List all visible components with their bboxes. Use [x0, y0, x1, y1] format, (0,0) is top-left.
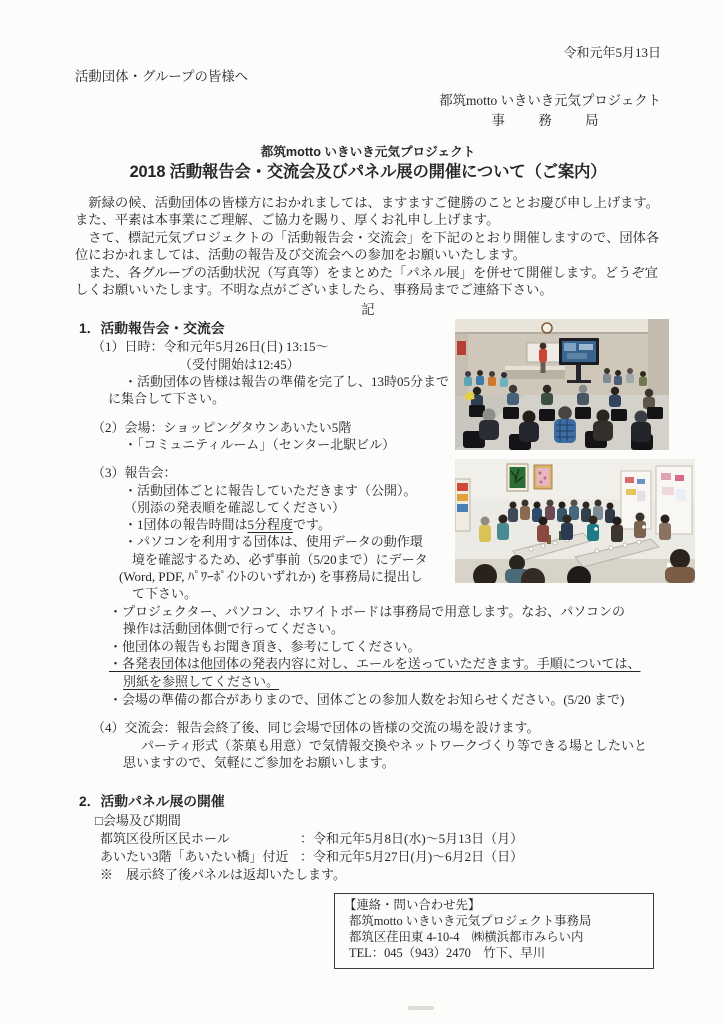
greeting-paragraph: また、各グループの活動状況（写真等）をまとめた「パネル展」を併せて開催します。どうぞ宜しくお願いいたします。不明な点がございましたら、事務局までご連絡下さい。 — [75, 264, 658, 298]
section-1-heading: 1．活動報告会・交流会 — [79, 321, 225, 337]
item-4-l2: パーティ形式（茶菓も用意）で気情報交換やネットワークづくり等できる場としたいと — [141, 737, 647, 753]
item-3-bullet-6-l1: ・各発表団体は他団体の発表内容に対し、エールを送っていただきます。手順については、 — [109, 656, 641, 672]
item-1-note: ・活動団体の皆様は報告の準備を完了し、13時05分まで — [124, 374, 450, 390]
document-date: 令和元年5月13日 — [563, 45, 661, 60]
item-3-bullet-1-sub: （別添の発表順を確認してください） — [124, 499, 346, 515]
photo-column — [455, 319, 697, 602]
section-2 — [75, 792, 661, 884]
item-1-note-wrap: に集合して下さい。 — [108, 391, 226, 407]
item-3-bullet-4-l1: ・プロジェクター、パソコン、ホワイトボードは事務局で用意します。なお、パソコンの — [109, 603, 625, 619]
venue-period: ：令和元年5月27日(月)～6月2日（日） — [300, 848, 524, 864]
greeting-paragraph: 新緑の候、活動団体の皆様方におかれましては、ますますご健勝のこととお慶び申し上げます。また、平素は本事業にご理解、ご協力を賜り、厚くお礼申し上げます。 — [75, 195, 659, 228]
section-2-heading: 2．活動パネル展の開催 — [79, 793, 225, 809]
venue-name: 都筑区役所区民ホール — [100, 830, 230, 846]
section-1-text-column — [75, 319, 453, 602]
item-1-reception: （受付開始は12:45） — [179, 356, 300, 372]
item-2-venue: （2）会場：ショッピングタウンあいたい5階 — [92, 419, 352, 435]
scan-smudge — [408, 1006, 434, 1010]
greeting-paragraphs — [75, 194, 661, 298]
section-2-note: ※ 展示終了後パネルは返却いたします。 — [100, 866, 346, 882]
underlined-duration: 5分程度 — [247, 517, 294, 533]
item-3-bullet-5: ・他団体の報告もお聞き頂き、参考にしてください。 — [109, 638, 421, 654]
item-3-bullet-2: ・1団体の報告時間は5分程度です。 — [124, 517, 331, 533]
item-3-bullet-3-l4: て下さい。 — [132, 586, 198, 602]
sender-organization: 都筑motto いきいき元気プロジェクト — [439, 93, 661, 108]
item-2-room: ・「コミュニティルーム」（センター北駅ビル） — [124, 436, 396, 452]
venue-row — [75, 848, 661, 866]
item-4-l1: （4）交流会：報告会終了後、同じ会場で団体の皆様の交流の場を設けます。 — [92, 720, 540, 736]
record-mark: 記 — [361, 302, 375, 318]
section-1-continued — [75, 603, 661, 772]
item-3-bullet-3-l3: (Word, PDF, ﾊﾟﾜｰﾎﾟｲﾝﾄのいずれか) を事務局に提出し — [119, 569, 423, 584]
contact-box — [334, 893, 654, 969]
item-3-label: （3）報告会： — [92, 465, 177, 481]
sender-office: 事 務 局 — [491, 113, 609, 128]
title-block — [75, 144, 661, 183]
project-subtitle: 都筑motto いきいき元気プロジェクト — [260, 145, 476, 159]
item-1-datetime: （1）日時：令和元年5月26日(日) 13:15～ — [92, 339, 329, 355]
activity-report-meeting-photo — [455, 319, 669, 450]
contact-tel: TEL：045（943）2470 竹下、早川 — [349, 945, 546, 960]
item-3-bullet-3-l1: ・パソコンを利用する団体は、使用データの動作環 — [124, 534, 423, 550]
item-3-bullet-6-l2: 別紙を参照してください。 — [123, 673, 280, 689]
section-1 — [75, 319, 724, 602]
page-title: 2018 活動報告会・交流会及びパネル展の開催について（ご案内） — [129, 163, 607, 181]
exchange-party-photo — [455, 459, 695, 583]
contact-address: 都筑区荏田東 4-10-4 ㈱横浜都市みらい内 — [349, 929, 584, 944]
item-3-bullet-3-l2: 境を確認するため、必ず事前（5/20まで）にデータ — [132, 551, 428, 567]
venue-row — [75, 830, 661, 848]
section-2-sub: □会場及び期間 — [95, 812, 181, 828]
item-3-bullet-1: ・活動団体ごとに報告していただきます（公開）。 — [124, 482, 417, 498]
addressee-line: 活動団体・グループの皆様へ — [75, 69, 249, 84]
item-3-bullet-4-l2: 操作は活動団体側で行ってください。 — [123, 621, 345, 637]
contact-title: 【連絡・問い合わせ先】 — [344, 897, 481, 912]
contact-org: 都筑motto いきいき元気プロジェクト事務局 — [349, 913, 592, 928]
venue-name: あいたい3階「あいたい橋」付近 — [100, 848, 289, 864]
item-3-bullet-7: ・会場の準備の都合がありまので、団体ごとの参加人数をお知らせください。(5/20 まで) — [109, 691, 625, 707]
item-4-l3: 思いますので、気軽にご参加をお願いします。 — [123, 755, 395, 771]
sender-block — [75, 91, 661, 131]
greeting-paragraph: さて、標記元気プロジェクトの「活動報告会・交流会」を下記のとおり開催しますので、団体各位におかれましては、活動の報告及び交流会への参加をお願いいたします。 — [75, 229, 660, 263]
venue-period: ：令和元年5月8日(水)～5月13日（月） — [300, 830, 524, 846]
